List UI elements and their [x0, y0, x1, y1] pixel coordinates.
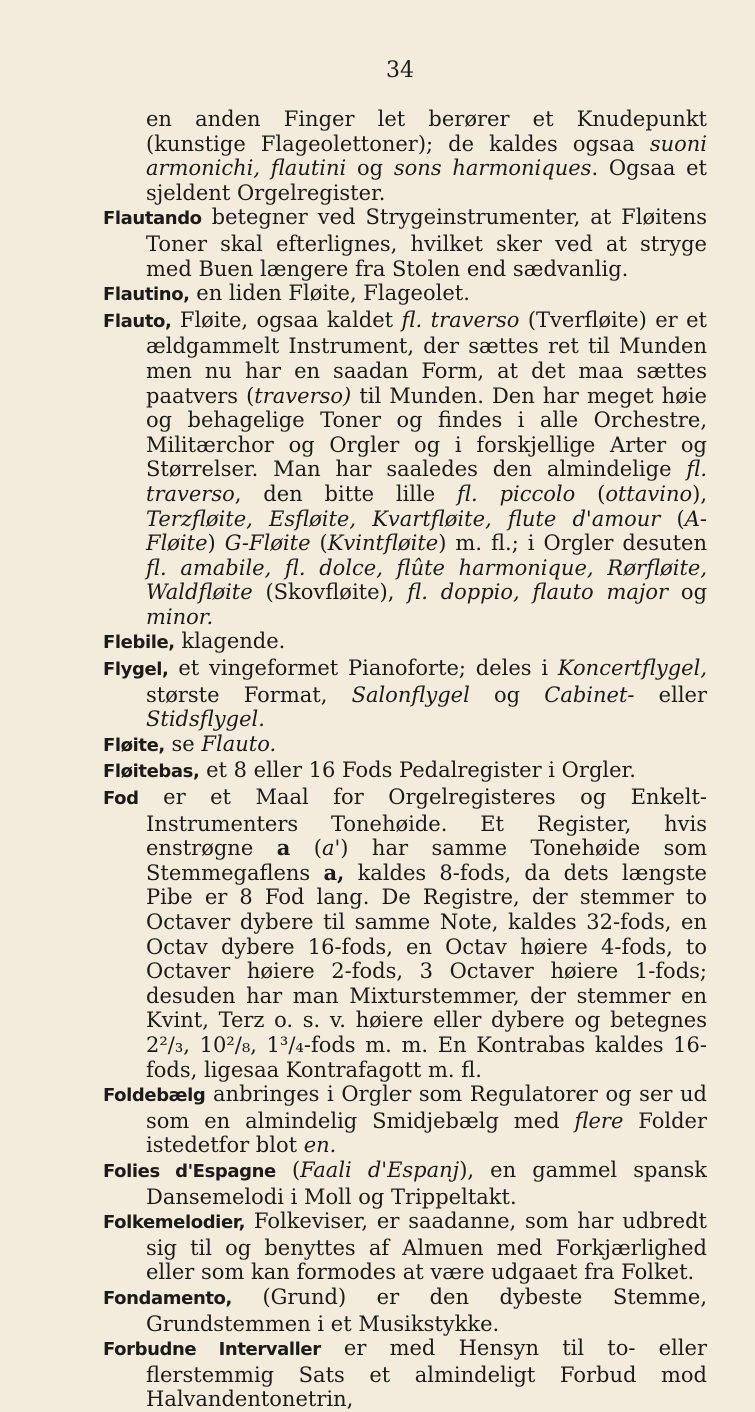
entry-text: Terzfløite, Esfløite, Kvartfløite, flute d'amour [146, 506, 661, 531]
entry-text: klagende. [174, 629, 286, 654]
dictionary-entry [103, 758, 707, 785]
dictionary-entry [103, 1082, 707, 1158]
entry-text: en anden Finger let berører et Knudepunkt (kunstige Flageolettoner); de kaldes ogsaa [146, 107, 707, 156]
page-number: 34 [386, 58, 414, 83]
entry-text: (Skovfløite), [252, 580, 408, 605]
entry-text: fl. doppio, flauto major [407, 580, 669, 605]
entry-text: fl. piccolo [457, 481, 576, 506]
entry-text: Flauto. [201, 731, 277, 756]
entry-text: og [668, 580, 708, 605]
entry-headword: Flygel, [103, 659, 169, 681]
dictionary-entry [103, 1285, 707, 1336]
entry-text: flere [574, 1108, 624, 1133]
entry-headword: Foldebælg [103, 1085, 206, 1107]
entry-text: , den bitte lille [234, 481, 458, 506]
entry-text: en liden Fløite, Flageolet. [189, 281, 470, 306]
entry-text: traverso) [254, 383, 352, 408]
entry-text: betegner ved Strygeinstrumenter, at Fløitens Toner skal efterlignes, hvilket sker ved at stryge med Buen længere fra Stolen end sædvanlig. [146, 205, 707, 281]
entry-text: ) har samme Tonehøide som Stemmegaflens [146, 836, 708, 885]
entry-text: a, [323, 859, 345, 885]
entry-text: a [276, 835, 291, 861]
entry-text: til Munden. Den har meget høie og behagelige Toner og findes i alle Orchestre, Militærchor og Orgler og i forskjellige Arter og Størrelser. Man har saaledes den almindelige [146, 383, 707, 482]
entry-continuation [103, 107, 707, 205]
entry-headword: Folies d'Espagne [103, 1160, 276, 1182]
entry-text: . Ogsaa et sjeldent Orgelregister. [146, 156, 707, 205]
entry-text: et 8 eller 16 Fods Pedalregister i Orgler. [199, 758, 636, 783]
entry-text: Salonflygel [351, 682, 470, 707]
entry-headword: Fondamento, [103, 1287, 232, 1309]
entry-text: Folkeviser, er saadanne, som har udbredt sig til og benyttes af Almuen med Forkjærlighed eller som kan formodes at være udgaaet fra Folket. [146, 1209, 707, 1285]
entry-text: et vingeformet Pianoforte; deles i [168, 656, 558, 681]
entry-text: fl. amabile, fl. dolce, flûte harmonique, Rørfløite, Waldfløite [146, 555, 707, 605]
entry-text: er et Maal for Orgelregisteres og Enkelt-Instrumenters Tonehøide. Et Register, hvis enstrøgne [138, 785, 707, 861]
entry-text: en. [303, 1133, 337, 1158]
dictionary-entry [103, 1209, 707, 1285]
entry-headword: Folkemelodier, [103, 1212, 246, 1234]
entry-text: ) m. fl.; i Orgler desuten [438, 531, 707, 556]
entry-text: er med Hensyn til to- eller flerstemmig Sats et almindeligt Forbud mod Halvandentonetrin, [146, 1336, 707, 1412]
entry-text: suoni armonichi, flautini [146, 131, 707, 181]
entry-text: kaldes 8-fods, da dets længste Pibe er 8 Fod lang. De Registre, der stemmer to Octaver dybere til samme Note, kaldes 32-fods, en Octav dybere 16-fods, en Octav høiere 4-fods, to Octaver høiere 2-fods, 3 Octaver høiere 1-fods; desuden har man Mixturstemmer, der stemmer en Kvint, Terz o. s. v. høiere eller dybere og betegnes 2²/₃, 10²/₈, 1³/₄-fods m. m. En Kontrabas kaldes 16-fods, ligesaa Kontrafagott m. fl. [146, 860, 707, 1082]
entry-headword: Fløitebas, [103, 761, 200, 783]
entry-headword: Flauto, [103, 310, 172, 332]
entry-text: Stidsflygel. [146, 707, 265, 732]
entry-text: fl. traverso [401, 307, 520, 332]
entry-headword: Flautando [103, 208, 202, 230]
dictionary-entry [103, 281, 707, 308]
entry-text: Kvintfløite [327, 531, 439, 556]
dictionary-entry [103, 1336, 707, 1412]
entry-text: Faali d'Espanj [300, 1157, 460, 1182]
entry-text: ), [692, 481, 707, 506]
entry-text: a' [321, 836, 341, 861]
dictionary-entry [103, 308, 707, 630]
entry-text: ( [310, 531, 328, 556]
entry-text: største Format, [146, 682, 352, 707]
entry-text: ) [207, 531, 225, 556]
dictionary-entry [103, 656, 707, 732]
entry-text: og [346, 156, 394, 181]
entry-text: ), en gammel spansk Dansemelodi i Moll og Trippeltakt. [146, 1157, 708, 1209]
dictionary-entry [103, 205, 707, 281]
dictionary-entry [103, 732, 707, 759]
entry-text: sons harmoniques [393, 156, 592, 181]
entry-text: ( [660, 506, 685, 531]
dictionary-entry [103, 785, 707, 1082]
entry-text: Cabinet- [544, 682, 635, 707]
entry-headword: Fløite, [103, 734, 165, 756]
entry-text: ( [290, 836, 322, 861]
entry-text: Fløite, ogsaa kaldet [171, 307, 402, 332]
entry-text: Koncertflygel, [557, 656, 707, 681]
dictionary-entry [103, 1158, 707, 1209]
entry-headword: Fod [103, 788, 139, 810]
entry-text: G-Fløite [224, 531, 311, 556]
entry-headword: Flautino, [103, 284, 190, 306]
entry-text: ottavino [605, 481, 693, 506]
entry-text: Folder istedetfor blot [146, 1108, 707, 1158]
entry-text: ( [275, 1157, 301, 1182]
entry-text: anbringes i Orgler som Regulatorer og ser ud som en almindelig Smidjebælg med [146, 1082, 707, 1133]
entry-text: (Tverfløite) er et ældgammelt Instrument, der sættes ret til Munden men nu har en saadan Form, at det maa sættes paatvers ( [146, 307, 707, 408]
entry-text: eller [634, 682, 708, 707]
dictionary-entry [103, 629, 707, 656]
entry-text: (Grund) er den dybeste Stemme, Grundstemmen i et Musikstykke. [146, 1284, 707, 1336]
entry-text: og [469, 682, 545, 707]
entry-text: se [164, 731, 202, 756]
entry-text: minor. [146, 604, 214, 629]
entry-text: A-Fløite [146, 506, 707, 556]
entry-list [103, 107, 707, 1412]
entry-text: ( [575, 481, 606, 506]
entry-headword: Flebile, [103, 632, 175, 654]
entry-headword: Forbudne Intervaller [103, 1339, 321, 1361]
entry-text: fl. traverso [146, 457, 707, 506]
